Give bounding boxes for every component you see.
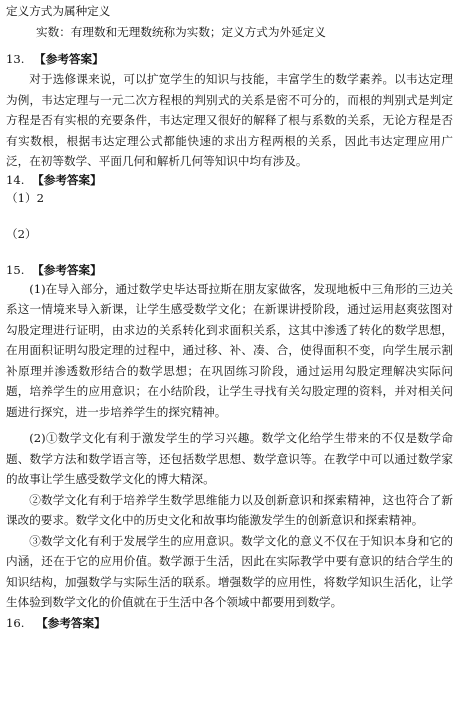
paragraph: ②数学文化有利于培养学生数学思维能力以及创新意识和探索精神，这也符合了新课改的要求。数学文化中的历史文化和故事均能激发学生的创新意识和探索精神。 <box>6 492 453 527</box>
paragraph: 对于选修课来说，可以扩宽学生的知识与技能，丰富学生的数学素养。以韦达定理为例，韦达定理与一元二次方程根的判别式的关系是密不可分的，而根的判别式是判定方程是否有实根的充要条件，韦达定理又很好的解释了根与系数的关系，无论方程是否有实数根，根据韦达定理公式都能快速的求出方程两根的关系，因此韦达定理应用广泛，在初等数学、平面几何和解析几何等知识中均有涉及。 <box>6 72 453 168</box>
paragraph: (1)在导入部分，通过数学史毕达哥拉斯在朋友家做客，发现地板中三角形的三边关系这一情境来导入新课，让学生感受数学文化；在新课讲授阶段，通过运用赵爽弦图对勾股定理进行证明，由求边的关系转化到求面积关系，这其中渗透了转化的数学思想，在用面积证明勾股定理的过程中，通过移、补、凑、合，使得面积不变，向学生展示割补原理并渗透数形结合的数学思想；在巩固练习阶段，通过运用勾股定理解决实际问题，培养学生的应用意识；在小结阶段，让学生寻找有关勾股定理的资料，并对相关问题进行探究，进一步培养学生的探究精神。 <box>6 281 453 419</box>
answer-line: （1）2 <box>6 190 44 205</box>
answer-label: 【参考答案】 <box>32 172 102 187</box>
question-13-heading <box>6 49 453 69</box>
answer-label: 【参考答案】 <box>34 52 104 66</box>
question-14-heading <box>6 172 453 189</box>
answer-line: （2） <box>6 226 37 241</box>
question-number: 16. <box>6 615 25 630</box>
answer-label: 【参考答案】 <box>36 615 106 630</box>
answer-label: 【参考答案】 <box>32 262 102 277</box>
question-number: 14. <box>6 172 25 187</box>
question-number: 13. <box>6 52 25 66</box>
document-page <box>0 1 459 723</box>
question-15-heading <box>6 261 453 279</box>
text-line: 定义方式为属种定义 <box>6 4 111 18</box>
text-line: 实数：有理数和无理数统称为实数；定义方式为外延定义 <box>36 25 326 39</box>
paragraph: ③数学文化有利于发展学生的应用意识。数学文化的意义不仅在于知识本身和它的内涵，还在于它的应用价值。数学源于生活，因此在实际教学中要有意识的结合学生的知识结构，加强数学与实际生活的联系。增强数学的应用性，将数学知识生活化，让学生体验到数学文化的价值就在于生活中各个领域中都要用到数学。 <box>6 533 453 609</box>
paragraph: (2)①数学文化有利于激发学生的学习兴趣。数学文化给学生带来的不仅是数学命题、数学方法和数学语言等，还包括数学思想、数学意识等。在教学中可以通过数学家的故事让学生感受数学文化的博大精深。 <box>6 431 453 486</box>
question-16-heading <box>6 613 453 633</box>
question-number: 15. <box>6 262 25 277</box>
